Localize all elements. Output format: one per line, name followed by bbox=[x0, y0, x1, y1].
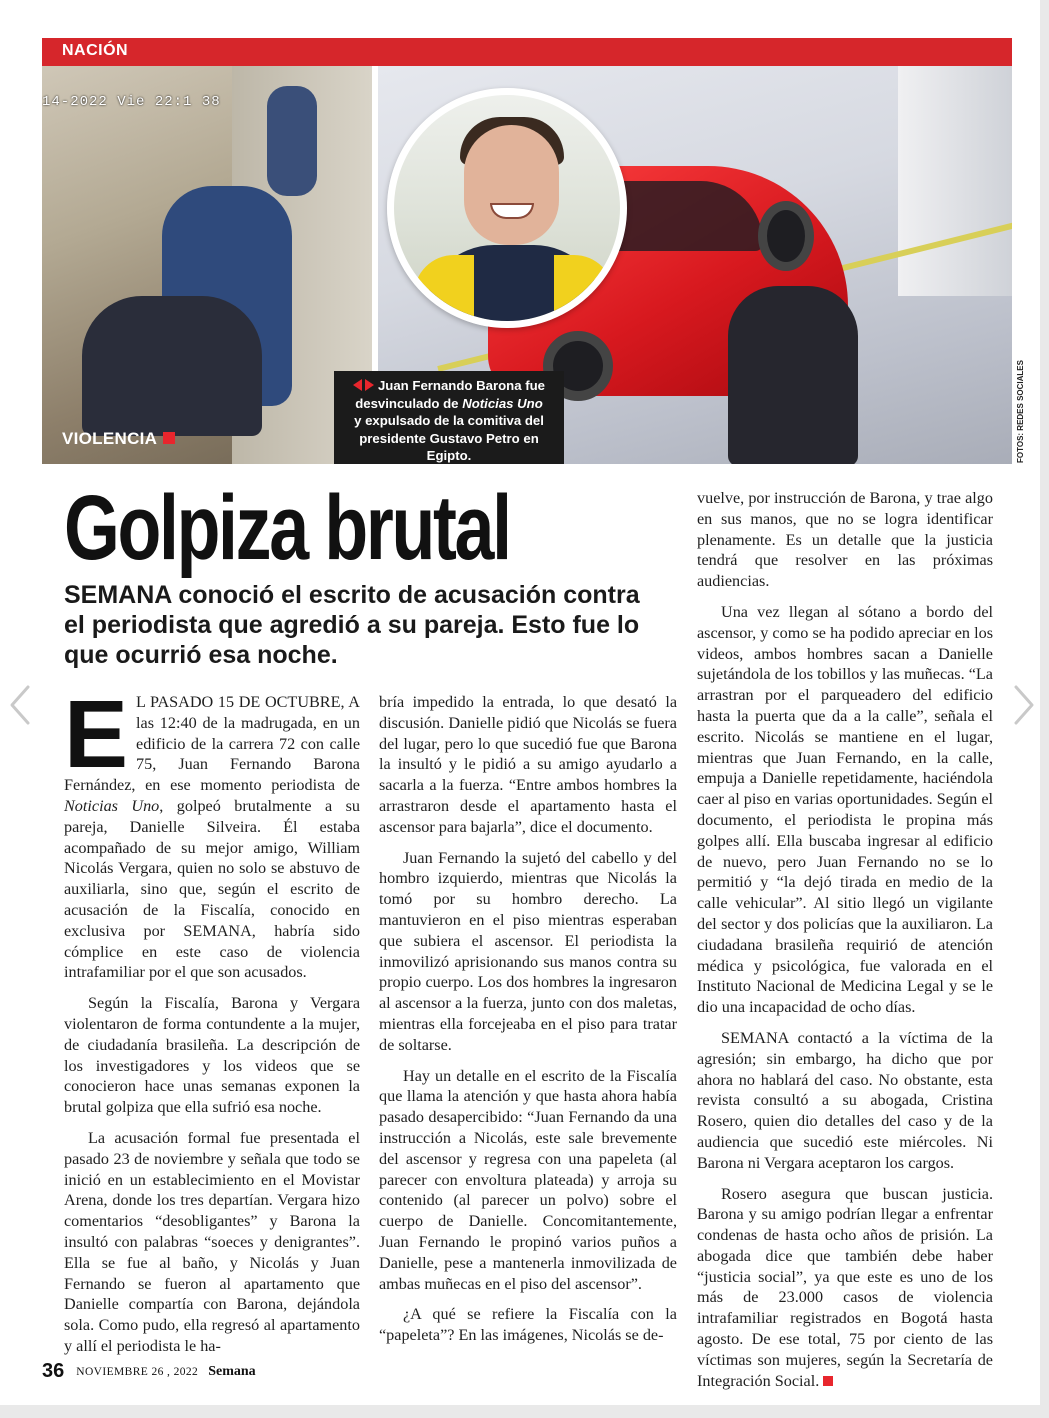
prev-page-button[interactable] bbox=[6, 683, 34, 727]
article-paragraph: Una vez llegan al sótano a bordo del ascensor, y como se ha podido apreciar en los videos, ambos hombres sacan a Danielle sujetándola de los tobillos y las muñecas. “La arrastran por el parqueadero del edificio hasta la puerta que da a la calle”, señala el escrito. Nicolás se mantiene en el lugar, mientras que Juan Fernando, en la calle, empuja a Danielle repetidamente, haciéndola caer al piso en varias oportunidades. Según el documento, el periodista le propina más golpes allí. Ella buscaba ingresar al edificio de nuevo, pero Juan Fernando no se lo permitió y “la dejó tirada en medio de la calle vehicular”. Al sitio llegó un vigilante del sector y dos policías que la auxiliaron. La ciudadana brasileña requirió de atención médica y psicológica, fue valorada en el Instituto Nacional de Medicina Legal y se le dio una incapacidad de ocho días. bbox=[697, 602, 993, 1017]
deck: SEMANA conoció el escrito de acusación contra el periodista que agredió a su pareja. Esto fue lo que ocurrió esa noche. bbox=[64, 581, 640, 669]
page-edge bbox=[1040, 0, 1049, 1418]
page-number: 36 bbox=[42, 1360, 65, 1382]
magazine-name: Semana bbox=[208, 1364, 256, 1379]
red-square-icon bbox=[163, 432, 175, 444]
caption-line-2: desvinculado de bbox=[355, 395, 463, 411]
dropcap: E bbox=[64, 681, 129, 788]
section-label: NACIÓN bbox=[62, 42, 129, 59]
article-column-1 bbox=[64, 681, 360, 1357]
article-column-2 bbox=[379, 692, 677, 1346]
next-page-button[interactable] bbox=[1010, 683, 1038, 727]
section-bar bbox=[42, 38, 1012, 66]
article-paragraph: La acusación formal fue presentada el pasado 23 de noviembre y señala que todo se inició en un establecimiento en el Movistar Arena, donde los tres departían. Vergara hizo comentarios “desobligantes” y Barona la insultó con palabras “soeces y denigrantes”. Ella se fue al baño, y Nicolás y Juan Fernando se fueron al apartamento que Danielle compartía con Barona, dejándola sola. Como pudo, ella regresó al apartamento y allí el periodista le ha- bbox=[64, 1128, 360, 1355]
chevron-right-icon bbox=[1010, 683, 1038, 727]
photo-credit bbox=[1012, 360, 1032, 465]
article-paragraph: vuelve, por instrucción de Barona, y trae algo en sus manos, que no se logra identificar plenamente. Es un detalle que la justicia tendrá que resolver en las próximas audiencias. bbox=[697, 489, 993, 591]
article-column-3 bbox=[697, 488, 993, 1391]
page-footer bbox=[42, 1360, 256, 1383]
arrow-right-icon bbox=[365, 379, 374, 391]
arrow-left-icon bbox=[353, 379, 362, 391]
end-mark-icon bbox=[823, 1376, 833, 1386]
caption-line-1: Juan Fernando Barona fue bbox=[377, 378, 546, 393]
article-paragraph: SEMANA contactó a la víctima de la agresión; sin embargo, ha dicho que por ahora no hablará del caso. No obstante, esta revista consultó a su abogada, Cristina Rosero, quien dio detalles del caso y de la audiencia que sucedió este miércoles. Ni Barona ni Vergara aceptaron los cargos. bbox=[697, 1028, 993, 1172]
cctv-timestamp: 14-2022 Vie 22:1 38 bbox=[42, 94, 221, 110]
article-paragraph: ¿A qué se refiere la Fiscalía con la “papeleta”? En las imágenes, Nicolás se de- bbox=[379, 1305, 677, 1345]
photo-caption bbox=[334, 371, 564, 464]
cctv-elevator-photo bbox=[42, 66, 372, 464]
portrait-inset-photo bbox=[387, 88, 627, 328]
category-label bbox=[62, 429, 175, 449]
caption-line-3: y expulsado de la comitiva del bbox=[354, 413, 544, 428]
photo-credit-text: FOTOS: REDES SOCIALES bbox=[1016, 360, 1025, 463]
article-paragraph: Rosero asegura que buscan justicia. Barona y su amigo podrían llegar a enfrentar condenas de hasta ocho años de prisión. La abogada dice que también debe haber “justicia social”, ya que este es uno de los más de 23.000 casos de violencia intrafamiliar registrados en Bogotá hasta agosto. De ese total, 75 por ciento de las víctimas son mujeres, según la Secretaría de Integración Social. bbox=[697, 1184, 993, 1390]
article-paragraph: Según la Fiscalía, Barona y Vergara violentaron de forma contundente a la mujer, de ciudadanía brasileña. La descripción de los investigadores y los videos que se conocieron hace unas semanas exponen la brutal golpiza que ella sufrió esa noche. bbox=[64, 994, 360, 1117]
chevron-left-icon bbox=[6, 683, 34, 727]
page-edge bbox=[0, 1405, 1049, 1418]
headline: Golpiza brutal bbox=[64, 477, 510, 579]
caption-program-name: Noticias Uno bbox=[462, 395, 543, 411]
article-paragraph: bría impedido la entrada, lo que desató la discusión. Danielle pidió que Nicolás se fuera del lugar, pero lo que sucedió fue que Barona la insultó y le pidió a su amigo ayudarlo a sacarla a la fuerza. “Entre ambos hombres la arrastraron desde el apartamento hasta el ascensor para bajarla”, dice el documento. bbox=[379, 693, 677, 836]
article-paragraph: E L PASADO 15 DE OCTUBRE, A las 12:40 de la madrugada, en un edificio de la carrera 72 con calle 75, Juan Fernando Barona Fernández, en ese momento periodista de Noticias Uno, golpeó brutalmente a su pareja, Danielle Silveira. Él estaba acompañado de su mejor amigo, William Nicolás Vergara, quien no solo se abstuvo de auxiliarla, sino que, según el escrito de acusación de la Fiscalía, conocido en exclusiva por SEMANA, habría sido cómplice en este caso de violencia intrafamiliar por el que son acusados. bbox=[64, 681, 360, 982]
article-paragraph: Hay un detalle en el escrito de la Fiscalía que llama la atención y que hasta ahora había pasado desapercibido: “Juan Fernando da una instrucción a Nicolás, este sale brevemente del ascensor y regresa con una papeleta (al parecer con envoltura plateada) y arroja su contenido (al parecer un polvo) sobre el cuerpo de Danielle. Concomitantemente, Juan Fernando le propinó varios puños a Danielle, pese a mantenerla inmovilizada de ambas muñecas en el piso del ascensor”. bbox=[379, 1066, 677, 1293]
article-paragraph: Juan Fernando la sujetó del cabello y del hombro izquierdo, mientras que Nicolás la tomó por su hombro derecho. La mantuvieron en el piso mientras esperaban que subiera el ascensor. El periodista la inmovilizó aprisionando sus manos contra su propio cuerpo. Los dos hombres la ingresaron al ascensor a la fuerza, junto con dos maletas, mientras ella forcejeaba en el piso para tratar de soltarse. bbox=[379, 848, 677, 1054]
caption-line-4: presidente Gustavo Petro en Egipto. bbox=[359, 430, 539, 463]
category-text: VIOLENCIA bbox=[62, 429, 158, 448]
issue-date: NOVIEMBRE 26 , 2022 bbox=[76, 1366, 199, 1378]
